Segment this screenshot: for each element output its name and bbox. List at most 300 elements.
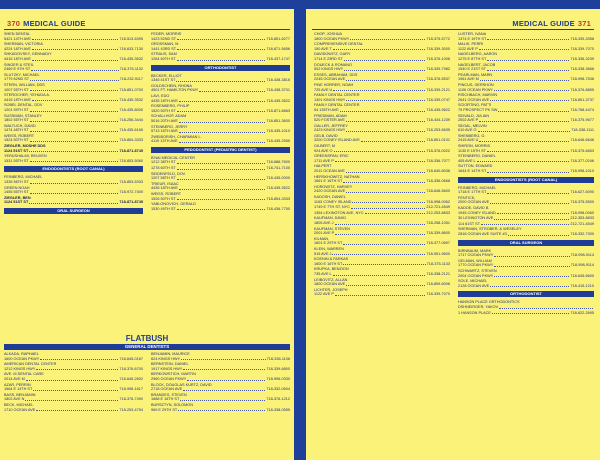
listing-phone: 718-435-9622 (426, 107, 450, 112)
leader-dots (480, 77, 570, 81)
listing-name: WEISS, ROBERT (4, 133, 35, 138)
listing-name: FEINBERG, MICHAEL (458, 185, 497, 190)
listing-phone: 718-871-8745 (119, 148, 143, 153)
listing-address: 1346 41ST ST (151, 78, 176, 83)
listing-row (314, 221, 450, 226)
listing-entry (4, 352, 143, 362)
leader-dots (30, 128, 119, 132)
listing-entry (4, 52, 143, 62)
listing-entry (458, 279, 594, 289)
listing-phone: 718-853-5060 (119, 158, 143, 163)
leader-dots (36, 408, 118, 412)
listing-entry (458, 114, 594, 124)
listing-name: BRANDES, STEVEN (151, 392, 187, 397)
listing-phone: 718-645-2602 (119, 376, 143, 381)
listing-row (151, 57, 290, 62)
listing-row (151, 357, 290, 362)
listing-phone: 718-998-9114 (570, 253, 594, 258)
left-header-rule (4, 29, 290, 30)
listing-name: AMERICAN DENTAL CENTER (4, 362, 57, 367)
listing-name: BERNSTEIN, DANIEL (151, 362, 189, 367)
listing-row (458, 216, 594, 221)
listing-name: BURSZTYN, SOLOMON (151, 402, 193, 407)
listing-address: 2502 AVE P (458, 118, 479, 123)
listing-address: 1661 E 16TH ST (314, 179, 343, 184)
listing-phone: 718-513-6395 (119, 36, 143, 41)
listing-address: 1805 AVE J (314, 220, 334, 225)
listing-row (151, 78, 290, 83)
listing-phone: 718-998-1010 (570, 169, 594, 174)
listing-row (314, 118, 450, 123)
listing-name: SHERMAN, VICTORIA (4, 42, 43, 47)
listing-row (4, 357, 143, 362)
listing-row (314, 159, 450, 164)
listing-address: 150 AVE T (314, 46, 332, 51)
listing-address: 1540 E 21ST ST (458, 67, 487, 72)
leader-dots (32, 37, 118, 41)
leader-dots (179, 129, 265, 133)
listing-address: 79 PROSPECT PK SW (458, 107, 498, 112)
listing-row (4, 180, 143, 185)
listing-name: DOUECK & ROMANO (314, 62, 352, 67)
listing-entry (458, 52, 594, 62)
listing-name: ROSENBERG, PHILIP (151, 104, 190, 109)
listing-address: 1524 50TH ST (4, 138, 29, 143)
listing-entry (4, 144, 143, 154)
listing-entry (314, 247, 450, 257)
listing-entry (458, 32, 594, 42)
listing-name: SHIRON, MORRIS (458, 144, 491, 149)
listing-name: BLOCK, DOUGLAS KURTZ, DAVID (151, 382, 212, 387)
section-columns (4, 352, 290, 413)
listing-row (4, 108, 143, 113)
listing-phone: 718-253-4754 (119, 407, 143, 412)
leader-dots (179, 186, 265, 190)
left-page (0, 9, 294, 460)
page-gutter (294, 0, 306, 460)
listing-row (314, 108, 450, 113)
listing-address: 4119 13TH AVE (151, 139, 178, 144)
listing-name: KRUPKA, BENZION (314, 267, 349, 272)
listing-name: ALKADA, RAPHAEL (4, 352, 39, 356)
listing-phone: 718-853-5333 (119, 180, 143, 185)
listing-address: 1800 OCEAN AVE (314, 282, 346, 287)
leader-dots (346, 169, 425, 173)
right-page (306, 9, 600, 460)
listing-phone: 718-258-1051 (426, 220, 450, 225)
leader-dots (179, 139, 266, 143)
listing-row (314, 67, 450, 72)
listing-entry (151, 383, 290, 393)
listing-row (458, 138, 594, 143)
listing-address: 624 KINGS HWY (151, 356, 181, 361)
listing-address: 2420 OCEAN AVE (314, 189, 346, 194)
leader-dots (30, 118, 119, 122)
leader-dots (334, 149, 426, 153)
leader-dots (33, 387, 118, 391)
listing-entry (458, 63, 594, 73)
listing-name: ZIEGLER, BEN (4, 195, 31, 200)
listing-address: 1163 CONEY ISLAND (314, 199, 352, 204)
leader-dots (32, 47, 118, 51)
listing-address: 4415 18TH AVE (4, 97, 31, 102)
listing-phone: 718-375-5772 (426, 36, 450, 41)
listing-entry (314, 32, 450, 42)
listing-phone: 718-741-7100 (266, 166, 290, 171)
listing-name: BECKER, ELLIOT (151, 73, 182, 78)
listing-phone: 718-376-5537 (426, 77, 450, 82)
listing-entry (314, 114, 450, 124)
listing-phone: 718-851-3600 (266, 118, 290, 123)
listing-entry (458, 83, 594, 93)
category-band: ORAL SURGEON (458, 240, 594, 246)
leader-dots (490, 200, 569, 204)
category-band: ORAL SURGEON (4, 208, 143, 214)
listing-name: FRIEDMAN, ADAM (314, 113, 347, 118)
listing-phone: 718-338-2121 (426, 271, 450, 276)
listing-row (4, 67, 143, 72)
leader-dots (494, 88, 569, 92)
leader-dots (361, 138, 425, 142)
left-page-number: 370 (7, 19, 21, 28)
listing-phone: 718-435-3532 (119, 97, 143, 102)
listing-phone: 718-256-3444 (119, 118, 143, 123)
listing-address: 1945 CONEY ISLAND (458, 210, 496, 215)
listing-row (458, 305, 594, 310)
listing-address: 1354 LEXINGTON AVE, NYC (314, 210, 364, 215)
leader-dots (177, 207, 266, 211)
leader-dots (490, 284, 569, 288)
leader-dots (344, 57, 426, 61)
listing-address: 5016 20TH AVE (151, 118, 178, 123)
listing-entry (4, 93, 143, 103)
listing-row (151, 109, 290, 114)
listing-address: 2423 KINGS HWY (314, 128, 346, 133)
leader-dots (335, 159, 425, 163)
left-header (4, 19, 86, 28)
right-header (512, 19, 594, 28)
right-columns (314, 32, 594, 316)
listing-address: 1374 E 19TH ST (458, 36, 487, 41)
listing-phone: 718-998-9114 (570, 263, 594, 268)
right-column-2 (458, 32, 594, 316)
listing-phone: 718-375-6653 (570, 148, 594, 153)
listing-row (458, 149, 594, 154)
listing-name: KADOE, DAVID B. (458, 206, 490, 210)
listing-address: 1212 38TH ST (151, 160, 176, 165)
listing-address: 1688 E 16TH ST (151, 397, 180, 402)
listing-phone: 718-435-3532 (119, 56, 143, 61)
listing-row (314, 37, 450, 42)
listing-entry (4, 186, 143, 196)
section-title: FLATBUSH (125, 334, 169, 343)
listing-phone: 718-851-0700 (119, 87, 143, 92)
listing-name: SINGER & STEIL (4, 62, 34, 67)
listing-address: 1201 59TH ST (4, 107, 29, 112)
listing-row (151, 129, 290, 134)
category-band: ENDODONTISTS (ROOT CANAL) (4, 166, 143, 172)
right-page-number: 371 (577, 19, 591, 28)
listing-phone: 718-339-7982 (426, 67, 450, 72)
listing-phone: 718-336-0668 (426, 179, 450, 184)
leader-dots (177, 37, 265, 41)
listing-address: 1802 55TH ST (4, 118, 29, 123)
listing-phone: 718-438-3816 (266, 78, 290, 83)
leader-dots (344, 67, 425, 71)
listing-entry (151, 74, 290, 84)
listing-phone: 718-339-0747 (426, 97, 450, 102)
section-column-2 (151, 352, 290, 413)
listing-phone: 718-375-5500 (570, 200, 594, 205)
listing-name: STERN, WILLIAM, DDS (4, 82, 45, 87)
listing-address: 1122 AVE P (458, 46, 478, 51)
listing-row (458, 311, 594, 316)
listing-phone: 718-435-0000 (266, 176, 290, 181)
listing-name: YERUSHALMI, REUVEN (4, 154, 47, 159)
leader-dots (487, 190, 569, 194)
listing-phone: 718-376-7490 (119, 397, 143, 402)
listing-entry (314, 257, 450, 267)
listing-entry (314, 288, 450, 298)
listing-entry (4, 362, 143, 372)
listing-row (151, 99, 290, 104)
listing-phone: 718-854-3333 (119, 138, 143, 143)
listing-row (314, 262, 450, 267)
listing-name: HANSON PLACE ORTHODONTICS (458, 300, 520, 305)
listing-address: 1601 E 29TH ST (314, 241, 343, 246)
listing-entry (151, 156, 290, 166)
listing-phone: 718-375-1133 (426, 261, 450, 266)
listing-phone: 718-336-7077 (426, 158, 450, 163)
listing-entry (151, 352, 290, 362)
listing-entry (4, 73, 143, 83)
listing-name: PEARLMAN, MARN (458, 72, 493, 77)
listing-address: 1441 43RD ST (151, 46, 177, 51)
listing-entry (4, 134, 143, 144)
listing-address: 1718 E 17TH ST (458, 190, 487, 195)
listing-name: LICHTER, JOSEPH (314, 287, 348, 292)
listing-address: 4501 FT. HAMILTON PKWY (151, 88, 199, 93)
listing-name: STEINBERG, DANIEL (458, 154, 496, 159)
listing-row (458, 274, 594, 279)
leader-dots (487, 67, 569, 71)
listing-entry (458, 186, 594, 196)
listing-row (4, 118, 143, 123)
listing-row (314, 169, 450, 174)
leader-dots (498, 108, 569, 112)
listing-row (4, 77, 143, 82)
listing-phone: 718-332-7300 (570, 231, 594, 236)
listing-entry (314, 52, 450, 62)
leader-dots (487, 169, 569, 173)
listing-address: 1600 E 16TH ST (314, 261, 343, 266)
listing-row (151, 166, 290, 171)
listing-name: FAMILY DENTAL CENTER (314, 103, 360, 108)
listing-row (151, 47, 290, 52)
leader-dots (335, 231, 425, 235)
listing-row (458, 169, 594, 174)
listing-phone: 718-851-6277 (266, 36, 290, 41)
leader-dots (343, 241, 425, 245)
listing-entry (458, 154, 594, 164)
listing-address: 1749 E 7TH ST, NYC (314, 205, 350, 210)
listing-address: 4435 18TH AVE (151, 186, 178, 191)
listing-phone: 718-854-3333 (266, 196, 290, 201)
listing-row (4, 377, 143, 382)
listing-address: 1779 62ND ST (4, 77, 30, 82)
listing-phone: 718-332-0604 (266, 387, 290, 392)
listing-row (458, 128, 594, 133)
listing-name: GREENSPAN, ERIC (314, 154, 349, 159)
leader-dots (30, 138, 119, 142)
listing-address: 1264 60TH ST (151, 56, 176, 61)
listing-entry (458, 42, 594, 52)
listing-entry (314, 278, 450, 288)
listing-row (458, 211, 594, 216)
listing-entry (4, 32, 143, 42)
leader-dots (177, 160, 266, 164)
listing-row (151, 367, 290, 372)
listing-phone: 718-998-7536 (570, 77, 594, 82)
leader-dots (351, 205, 425, 209)
listing-address: 2469 E 9TH ST (4, 67, 31, 72)
listing-entry (314, 195, 450, 205)
listing-name: HERSKHOWITZ, NATHAN (314, 174, 360, 179)
listing-entry (4, 63, 143, 73)
listing-address: 1455 55TH ST (4, 190, 29, 195)
listing-phone: 718-891-0101 (426, 138, 450, 143)
leader-dots (332, 252, 425, 256)
listing-row (458, 98, 594, 103)
listing-address: 1600 OCEAN PKWY (4, 356, 40, 361)
listing-address: 4435 18TH AVE (151, 98, 178, 103)
listing-phone: 718-435-1010 (266, 129, 290, 134)
listing-name: BASS, BENJAMIN (4, 392, 36, 397)
leader-dots (494, 263, 569, 267)
listing-phone: 718-435-6166 (119, 128, 143, 133)
listing-address: 2718 OCEAN AVE (151, 387, 183, 392)
listing-name: CHOP, JOSHUA (314, 32, 342, 36)
listing-row (314, 292, 450, 297)
listing-entry (314, 185, 450, 195)
listing-phone: 718-336-1106 (266, 356, 290, 361)
listing-address: 735 AVE L (314, 271, 332, 276)
listing-phone: 718-377-0697 (426, 241, 450, 246)
listing-name: STEROCHER, YEHUDA A. (4, 93, 50, 98)
listing-entry (151, 182, 290, 192)
listing-address: 2014 AVE M (4, 376, 25, 381)
listing-row (314, 241, 450, 246)
listing-phone: 718-377-0246 (570, 158, 594, 163)
listing-phone: 718-339-6800 (266, 366, 290, 371)
leader-dots (179, 99, 265, 103)
listing-address: 1802 AVE N (4, 397, 25, 402)
listing-name: MALIK, PERRI (458, 42, 484, 47)
listing-entry (314, 175, 450, 185)
listing-row (4, 190, 143, 195)
leader-dots (333, 47, 426, 51)
listing-row (151, 207, 290, 212)
listing-address: 1124 51ST ST (4, 200, 29, 205)
left-column-1 (4, 32, 143, 217)
listing-phone: 718-435-3522 (266, 98, 290, 103)
listing-name: BERKOWSTICH, MARTIN (151, 372, 196, 377)
listing-address: 1130 E 15TH ST (458, 148, 486, 153)
listing-name: KILMAN, (314, 236, 330, 241)
leader-dots (346, 77, 425, 81)
leader-dots (481, 222, 569, 226)
listing-entry (458, 93, 594, 103)
leader-dots (29, 200, 118, 204)
listing-name: WEISS, ROBERT (151, 192, 182, 197)
listing-row (151, 37, 290, 42)
listing-address: 5421 14TH AVE (4, 36, 31, 41)
listing-entry (314, 93, 450, 103)
listing-row (151, 176, 290, 181)
listing-row (4, 200, 143, 205)
listing-address: 1531 55TH ST (4, 158, 29, 163)
listing-row (4, 88, 143, 93)
listing-name: SHKADOVSKY, GENNADIY (4, 52, 52, 57)
listing-row (151, 408, 290, 413)
listing-phone: 212-253-8833 (426, 210, 450, 215)
listing-phone: 718-871-6663 (266, 108, 290, 113)
listing-row (458, 263, 594, 268)
leader-dots (499, 305, 593, 309)
listing-entry (4, 175, 143, 185)
listing-entry (151, 135, 290, 145)
listing-phone: 718-437-1747 (266, 56, 290, 61)
leader-dots (32, 98, 118, 102)
listing-phone: 718-434-1239 (426, 118, 450, 123)
listing-row (458, 284, 594, 289)
listing-name: SOLE, MICHAEL (458, 279, 488, 284)
listing-address: 520 FOSTER AVE (314, 118, 345, 123)
listing-name: FAMILY DENTAL CENTER (314, 93, 360, 98)
listing-row (151, 397, 290, 402)
listing-address: 1007 55TH ST (4, 87, 29, 92)
listing-row (4, 408, 143, 413)
left-page-title: MEDICAL GUIDE (23, 19, 86, 28)
listing-name: SCHALLHOF, ADAM (151, 114, 187, 119)
listing-entry (4, 383, 143, 393)
listing-name: KADOSH, DANIEL (314, 195, 346, 199)
listing-row (314, 98, 450, 103)
listing-name: SEIDENFELD, DOV (151, 171, 186, 176)
leader-dots (487, 37, 569, 41)
listing-row (314, 231, 450, 236)
listing-entry (458, 227, 594, 237)
listing-phone: 718-951-9600 (426, 251, 450, 256)
listing-name: FINE HORRER, NOAH (314, 82, 354, 87)
listing-entry (458, 300, 594, 310)
listing-phone: 718-646-5600 (426, 189, 450, 194)
listing-phone: 718-376-0022 (426, 148, 450, 153)
listing-row (458, 37, 594, 42)
listing-address: 114 61ST ST (458, 221, 481, 226)
listing-name: NAGELBERG, AARON (458, 52, 498, 57)
listing-entry (151, 192, 290, 202)
listing-address: 2641 OCEAN AVE (458, 97, 490, 102)
listing-address: 1530 49TH ST (151, 206, 176, 211)
listing-phone: 718-436-7750 (266, 206, 290, 211)
category-band: PEDODONTIST (PEDIATRIC DENTIST) (151, 147, 290, 153)
listing-row (314, 282, 450, 287)
leader-dots (333, 272, 426, 276)
listing-row (4, 387, 143, 392)
listing-name: GELMAN, WILLIAM (458, 258, 492, 263)
listing-name: GILBERT, M (314, 144, 336, 149)
